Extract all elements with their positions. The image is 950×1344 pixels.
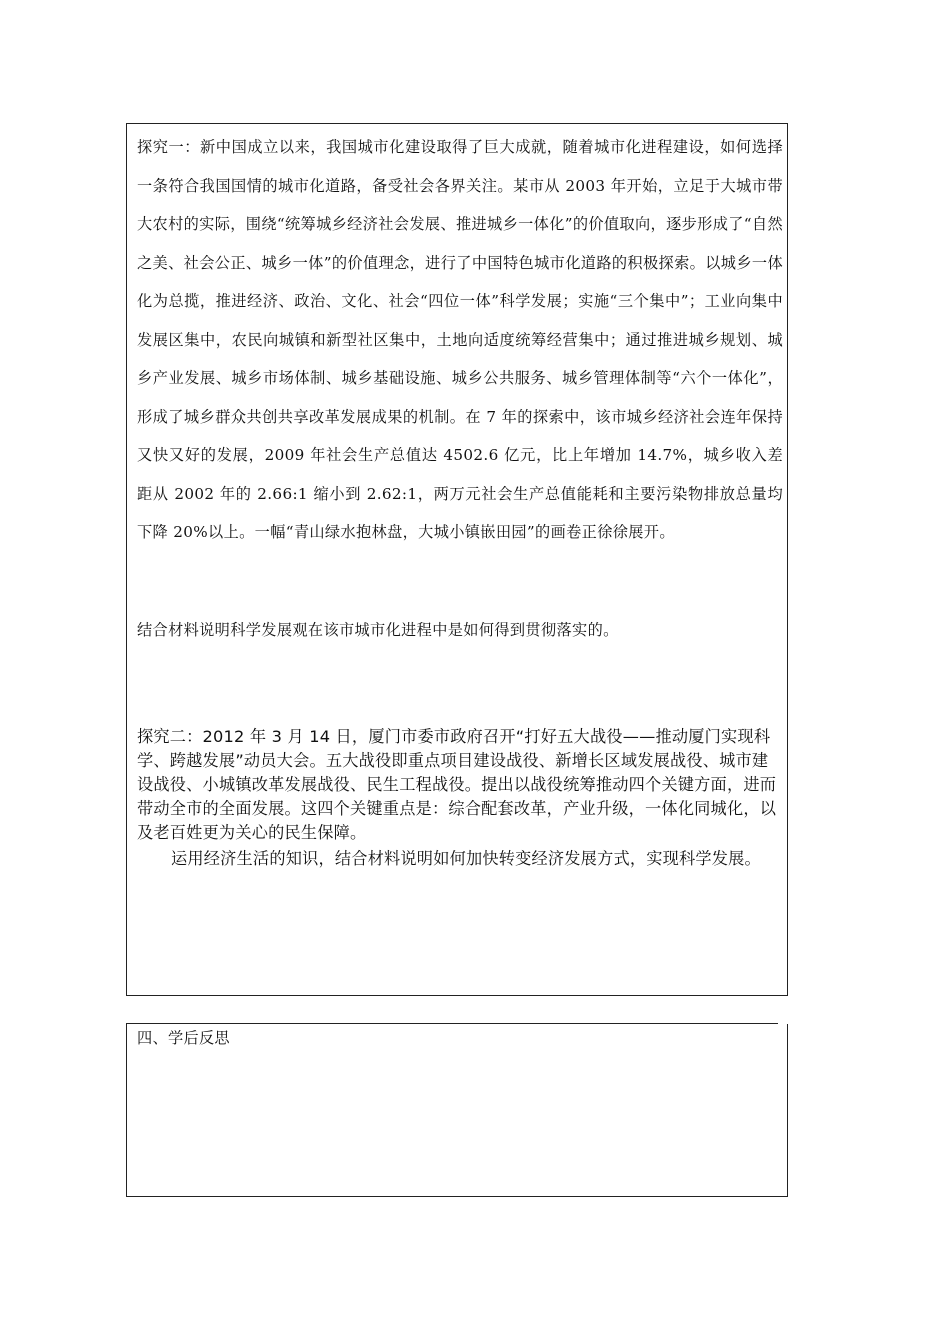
exploration-cell <box>127 124 787 1024</box>
reflection-cell <box>126 1024 788 1197</box>
exploration-one-question: 结合材料说明科学发展观在该市城市化进程中是如何得到贯彻落实的。 <box>137 621 619 639</box>
exploration-two-question: 运用经济生活的知识，结合材料说明如何加快转变经济发展方式，实现科学发展。 <box>171 849 761 868</box>
exploration-two-passage: 探究二：2012 年 3 月 14 日，厦门市委市政府召开“打好五大战役——推动厦门实现科学、跨越发展”动员大会。五大战役即重点项目建设战役、新增长区域发展战役、城市建设战役、小城镇改革发展战役、民生工程战役。提出以战役统筹推动四个关键方面，进而带动全市的全面发展。这四个关键重点是：综合配套改革，产业升级，一体化同城化，以及老百姓更为关心的民生保障。 <box>137 727 777 842</box>
worksheet-table <box>126 123 788 996</box>
exploration-one-passage: 探究一：新中国成立以来，我国城市化建设取得了巨大成就，随着城市化进程建设，如何选择一条符合我国国情的城市化道路，备受社会各界关注。某市从 2003 年开始，立足于大城市带大农村的实际，围绕“统筹城乡经济社会发展、推进城乡一体化”的价值取向，逐步形成了“自然之美、社会公正、城乡一体”的价值理念，进行了中国特色城市化道路的积极探索。以城乡一体化为总揽，推进经济、政治、文化、社会“四位一体”科学发展；实施“三个集中”；工业向集中发展区集中，农民向城镇和新型社区集中，土地向适度统筹经营集中；通过推进城乡规划、城乡产业发展、城乡市场体制、城乡基础设施、城乡公共服务、城乡管理体制等“六个一体化”，形成了城乡群众共创共享改革发展成果的机制。在 7 年的探索中，该市城乡经济社会连年保持又快又好的发展，2009 年社会生产总值达 4502.6 亿元，比上年增加 14.7%，城乡收入差距从 2002 年的 2.66:1 缩小到 2.62:1，两万元社会生产总值能耗和主要污染物排放总量均下降 20%以上。一幅“青山绿水抱林盘，大城小镇嵌田园”的画卷正徐徐展开。 <box>137 138 783 541</box>
reflection-title: 四、学后反思 <box>137 1029 230 1047</box>
